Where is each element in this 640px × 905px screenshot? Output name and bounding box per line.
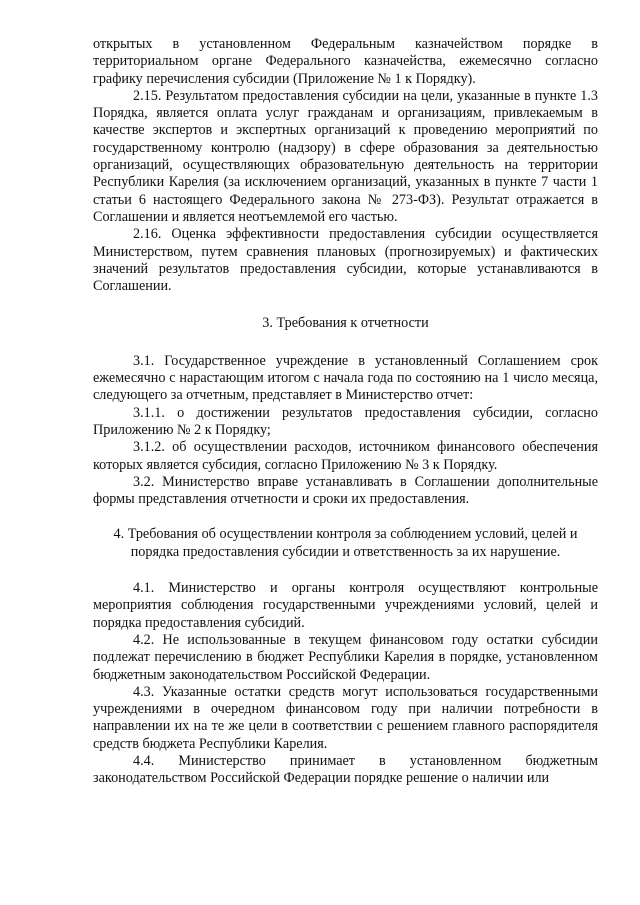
paragraph-4-1: 4.1. Министерство и органы контроля осуществляют контрольные мероприятия соблюдения государственными учреждениями условий, целей и порядка предоставления субсидий. — [93, 580, 598, 631]
paragraph-4-4: 4.4. Министерство принимает в установленном бюджетным законодательством Российской Федерации порядке решение о наличии или — [93, 752, 598, 787]
paragraph-4-3: 4.3. Указанные остатки средств могут использоваться государственными учреждениями в очередном финансовом году при наличии потребности в направлении их на те же цели в соответствии с решением главного распорядителя средств бюджета Республики Карелия. — [93, 683, 598, 752]
section-4-heading: 4. Требования об осуществлении контроля за соблюдением условий, целей и порядка предоставления субсидии и ответственность за их нарушение. — [113, 526, 578, 560]
paragraph-3-1: 3.1. Государственное учреждение в установленный Соглашением срок ежемесячно с нарастающим итогом с начала года по состоянию на 1 число месяца, следующего за отчетным, представляет в Министерство отчет: — [93, 352, 598, 404]
paragraph-2-16: 2.16. Оценка эффективности предоставления субсидии осуществляется Министерством, путем сравнения плановых (прогнозируемых) и фактических значений результатов предоставления субсидии, которые устанавливаются в Соглашении. — [93, 226, 598, 295]
document-page — [93, 36, 598, 788]
paragraph-continuation: открытых в установленном Федеральным казначейством порядке в территориальном органе Федерального казначейства, ежемесячно согласно графику перечисления субсидии (Приложение № 1 к Порядку). — [93, 36, 598, 87]
paragraph-3-1-2: 3.1.2. об осуществлении расходов, источником финансового обеспечения которых является субсидия, согласно Приложению № 3 к Порядку. — [93, 439, 598, 473]
section-3-heading: 3. Требования к отчетности — [262, 315, 429, 332]
paragraph-2-15: 2.15. Результатом предоставления субсидии на цели, указанные в пункте 1.3 Порядка, является оплата услуг гражданам и организациям, привлекаемым в качестве экспертов и экспертных организаций к проведению мероприятий по государственному контролю (надзору) в сфере образования за деятельностью организаций, осуществляющих образовательную деятельность на территории Республики Карелия (за исключением организаций, указанных в пункте 7 части 1 статьи 6 настоящего Федерального закона № 273-ФЗ). Результат отражается в Соглашении и является неотъемлемой его частью. — [93, 87, 598, 225]
paragraph-4-2: 4.2. Не использованные в текущем финансовом году остатки субсидии подлежат перечислению в бюджет Республики Карелия в порядке, установленном бюджетным законодательством Российской Федерации. — [93, 631, 598, 683]
paragraph-3-2: 3.2. Министерство вправе устанавливать в Соглашении дополнительные формы представления отчетности и сроки их предоставления. — [93, 473, 598, 508]
paragraph-3-1-1: 3.1.1. о достижении результатов предоставления субсидии, согласно Приложению № 2 к Порядку; — [93, 404, 598, 438]
